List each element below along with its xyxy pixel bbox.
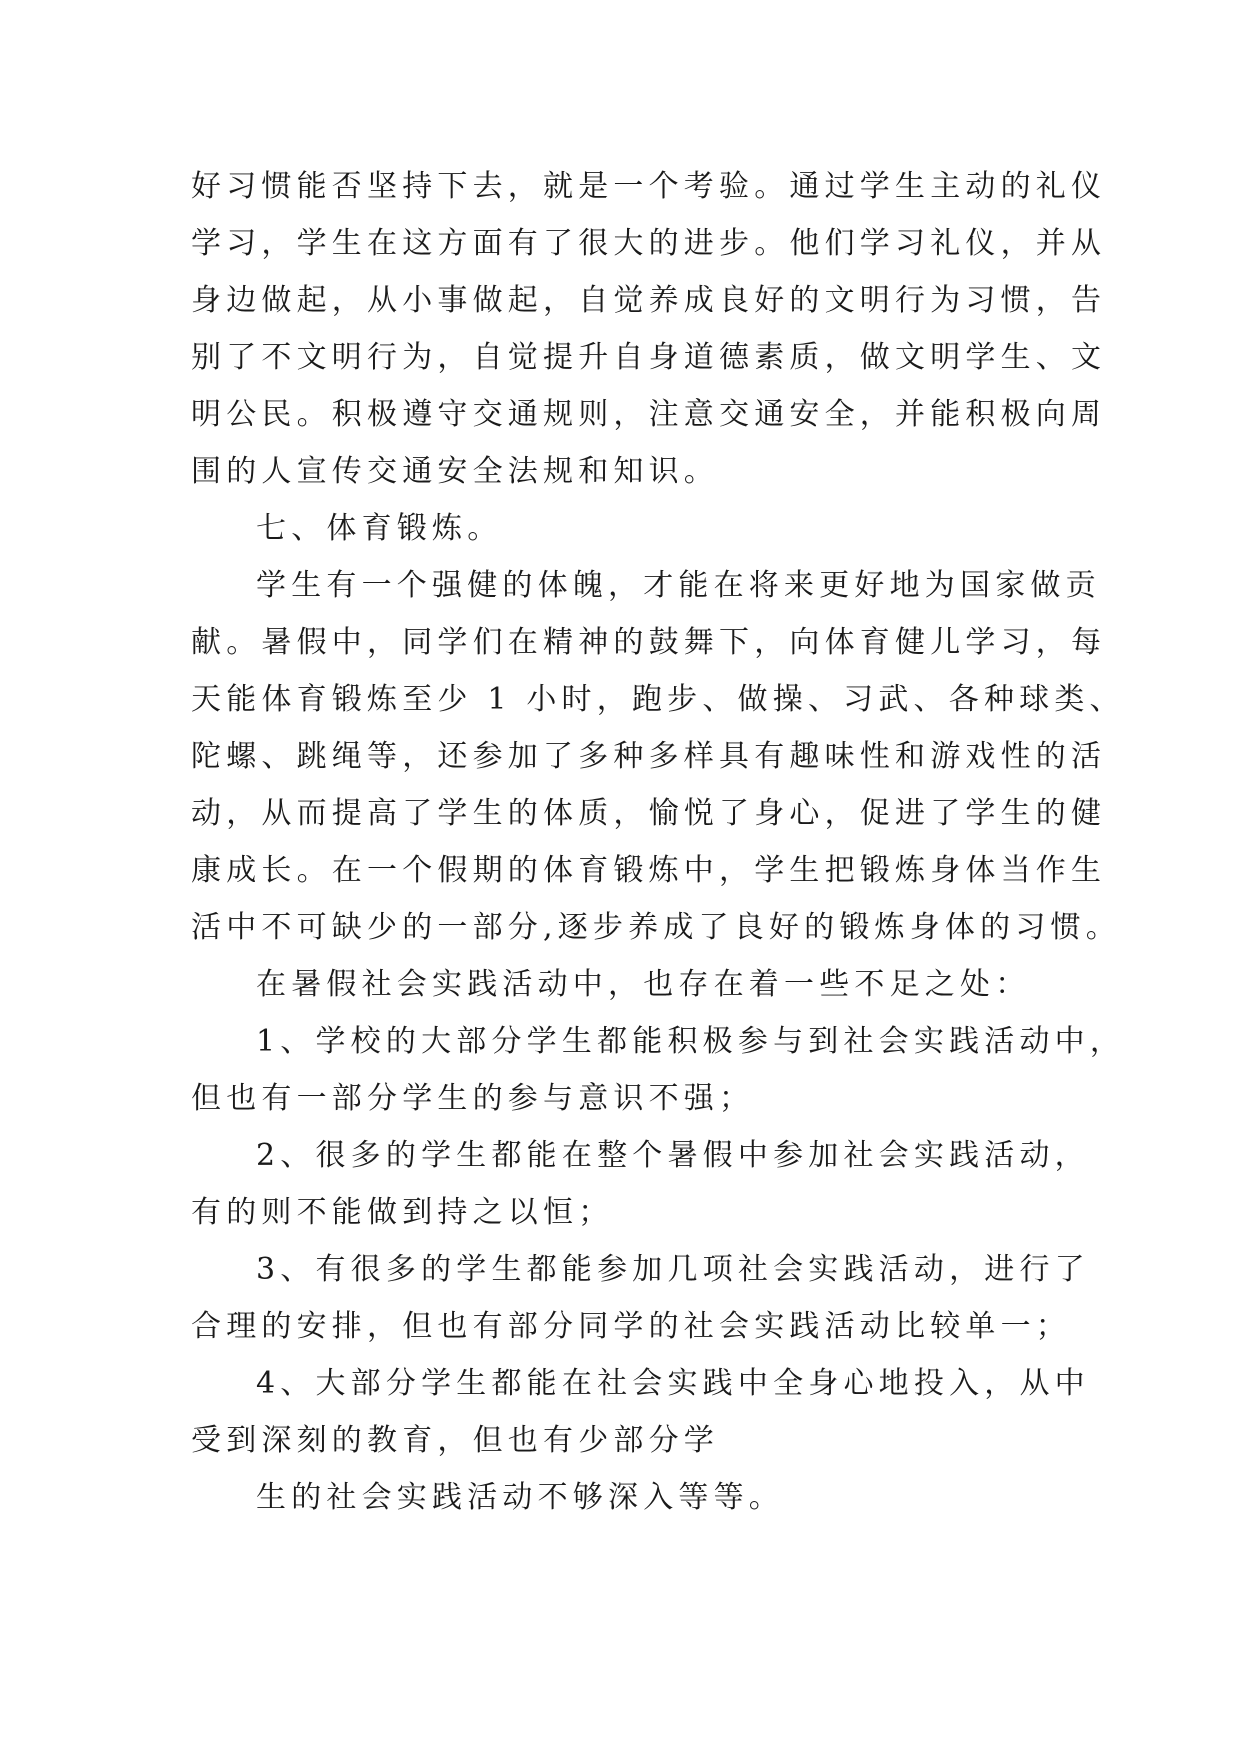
text-line: 活中不可缺少的一部分,逐步养成了良好的锻炼身体的习惯。 xyxy=(191,910,1121,945)
text-line: 合理的安排，但也有部分同学的社会实践活动比较单一； xyxy=(191,1309,1071,1344)
text-line: 生的社会实践活动不够深入等等。 xyxy=(256,1480,784,1515)
text-line: 明公民。积极遵守交通规则，注意交通安全，并能积极向周 xyxy=(191,397,1107,432)
body-text xyxy=(191,158,1126,1526)
text-line: 好习惯能否坚持下去，就是一个考验。通过学生主动的礼仪 xyxy=(191,169,1107,204)
text-line: 献。暑假中，同学们在精神的鼓舞下，向体育健儿学习，每 xyxy=(191,625,1107,660)
list-item: 3、有很多的学生都能参加几项社会实践活动，进行了 xyxy=(256,1252,1090,1287)
text-line: 围的人宣传交通安全法规和知识。 xyxy=(191,454,719,489)
text-line: 天能体育锻炼至少 1 小时，跑步、做操、习武、各种球类、 xyxy=(191,682,1125,717)
list-item: 4、大部分学生都能在社会实践中全身心地投入，从中 xyxy=(256,1366,1090,1401)
section-heading: 七、体育锻炼。 xyxy=(256,511,503,546)
text-line: 别了不文明行为，自觉提升自身道德素质，做文明学生、文 xyxy=(191,340,1107,375)
text-line: 身边做起，从小事做起，自觉养成良好的文明行为习惯，告 xyxy=(191,283,1107,318)
text-line: 但也有一部分学生的参与意识不强； xyxy=(191,1081,755,1116)
text-line: 在暑假社会实践活动中，也存在着一些不足之处： xyxy=(256,967,1031,1002)
text-line: 康成长。在一个假期的体育锻炼中，学生把锻炼身体当作生 xyxy=(191,853,1107,888)
text-line: 学生有一个强健的体魄，才能在将来更好地为国家做贡 xyxy=(256,568,1101,603)
text-line: 动，从而提高了学生的体质，愉悦了身心，促进了学生的健 xyxy=(191,796,1107,831)
text-line: 陀螺、跳绳等，还参加了多种多样具有趣味性和游戏性的活 xyxy=(191,739,1107,774)
text-line: 受到深刻的教育，但也有少部分学 xyxy=(191,1423,719,1458)
text-line: 有的则不能做到持之以恒； xyxy=(191,1195,614,1230)
text-line: 学习，学生在这方面有了很大的进步。他们学习礼仪，并从 xyxy=(191,226,1107,261)
list-item: 1、学校的大部分学生都能积极参与到社会实践活动中， xyxy=(256,1024,1126,1059)
list-item: 2、很多的学生都能在整个暑假中参加社会实践活动， xyxy=(256,1138,1090,1173)
